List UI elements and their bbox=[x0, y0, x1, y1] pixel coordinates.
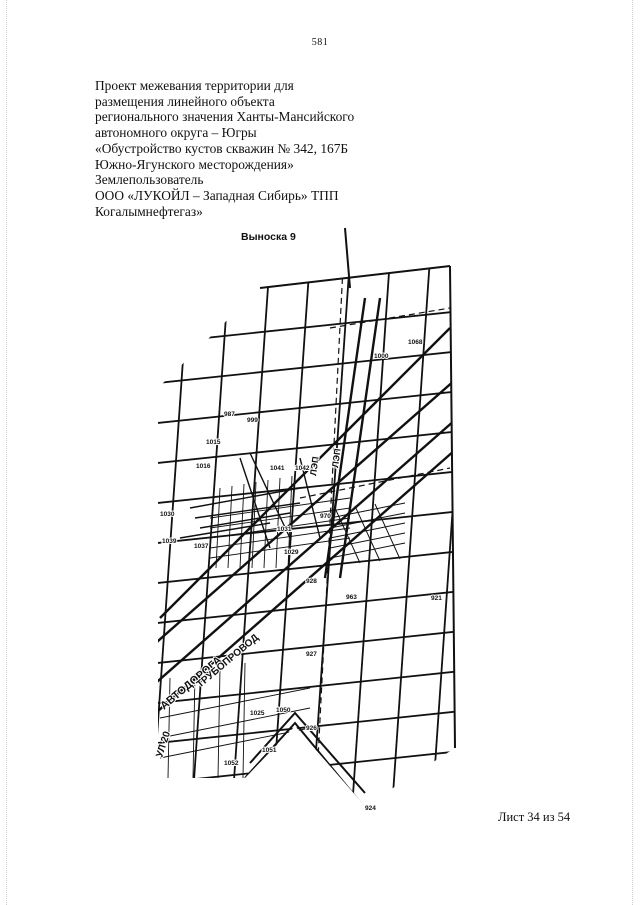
road-label: ТРУБОПРОВОД bbox=[194, 632, 261, 691]
point-label: 1042 bbox=[295, 465, 310, 472]
road-label: ЛЭП bbox=[330, 447, 343, 469]
point-label: 1015 bbox=[206, 439, 221, 446]
point-label: 1037 bbox=[194, 543, 209, 550]
title-line: Когалымнефтегаз» bbox=[95, 203, 203, 219]
point-label: 1050 bbox=[276, 707, 291, 714]
scan-edge-right bbox=[632, 0, 633, 905]
road-label: УЛ 20 bbox=[154, 730, 174, 759]
road-label: ЛЭП bbox=[308, 455, 321, 477]
title-line: размещения линейного объекта bbox=[95, 93, 275, 109]
cadastral-map bbox=[150, 218, 460, 828]
road-label: АВТОДОРОГА bbox=[158, 654, 225, 713]
point-label: 1052 bbox=[224, 760, 239, 767]
point-label: 1030 bbox=[160, 511, 175, 518]
sheet-counter: Лист 34 из 54 bbox=[498, 810, 571, 824]
callout-label: Выноска 9 bbox=[241, 231, 296, 243]
hatched-area bbox=[330, 503, 405, 563]
point-label: 1025 bbox=[250, 710, 265, 717]
scan-edge-left bbox=[6, 0, 7, 905]
point-label: 924 bbox=[365, 805, 376, 812]
point-label: 927 bbox=[306, 651, 317, 658]
page-number: 581 bbox=[311, 37, 329, 48]
point-label: 926 bbox=[306, 725, 317, 732]
title-line: ООО «ЛУКОЙЛ – Западная Сибирь» ТПП bbox=[95, 187, 339, 203]
point-label: 1016 bbox=[196, 463, 211, 470]
point-label: 1041 bbox=[270, 465, 285, 472]
point-label: 928 bbox=[306, 578, 317, 585]
title-line: «Обустройство кустов скважин № 342, 167Б bbox=[95, 140, 349, 156]
point-label: 1029 bbox=[284, 549, 299, 556]
title-line: регионального значения Ханты-Мансийского bbox=[95, 109, 355, 125]
dashed-lines bbox=[300, 228, 450, 818]
point-label: 1000 bbox=[374, 353, 389, 360]
title-line: Южно-Ягунского месторождения» bbox=[95, 156, 294, 172]
point-label: 1068 bbox=[408, 339, 423, 346]
point-label: 963 bbox=[346, 594, 357, 601]
title-line: автономного округа – Югры bbox=[95, 125, 257, 141]
title-line: Проект межевания территории для bbox=[95, 78, 294, 93]
project-title bbox=[95, 78, 415, 219]
point-label: 1051 bbox=[262, 747, 277, 754]
title-line: Землепользователь bbox=[95, 172, 204, 188]
point-label: 1039 bbox=[162, 538, 177, 545]
point-label: 970 bbox=[320, 513, 331, 520]
point-label: 1031 bbox=[277, 526, 292, 533]
point-label: 987 bbox=[224, 411, 235, 418]
point-label: 921 bbox=[431, 595, 442, 602]
point-label: 999 bbox=[247, 417, 258, 424]
